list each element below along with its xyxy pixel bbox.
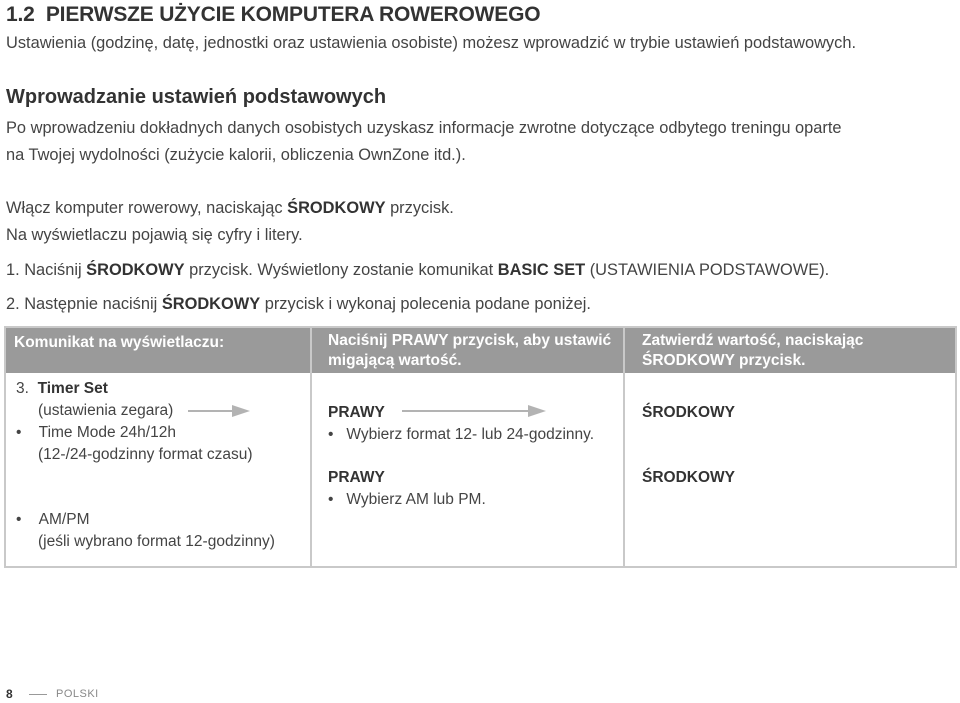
bullet: • (328, 426, 334, 443)
right-button-label-2 (328, 467, 385, 488)
section-title (6, 3, 540, 27)
time-mode-label: Time Mode 24h/12h (38, 424, 176, 441)
item-number: 3. (16, 380, 29, 397)
header-confirm-line1: Zatwierdź wartość, naciskając (642, 332, 864, 349)
subsection-title: Wprowadzanie ustawień podstawowych (6, 86, 387, 108)
middle-button-label-2 (642, 467, 735, 488)
step1-mid: przycisk. Wyświetlony zostanie komunikat (184, 261, 498, 279)
step1-pre: 1. Naciśnij (6, 261, 87, 279)
right-button-label-1 (328, 402, 385, 423)
middle-button-label-1 (642, 402, 735, 423)
col2-bullet-2 (328, 489, 486, 510)
bullet: • (16, 424, 22, 441)
am-pm-sub: (jeśli wybrano format 12-godzinny) (38, 533, 275, 550)
col2-bullet-1 (328, 424, 594, 445)
right-button-text-2: PRAWY (328, 469, 385, 486)
step1-post: (USTAWIENIA PODSTAWOWE). (585, 261, 830, 279)
time-mode-sub: (12-/24-godzinny format czasu) (38, 446, 253, 463)
section-intro: Ustawienia (godzinę, datę, jednostki oraz ustawienia osobiste) możesz wprowadzić w trybie ustawień podstawowych. (6, 34, 856, 52)
arrow-right-icon (402, 404, 548, 418)
bullet-time-mode (16, 422, 176, 443)
header-press-right (328, 331, 611, 371)
turn-on-post: przycisk. (385, 199, 454, 217)
arrow-right-icon (188, 404, 250, 418)
header-confirm (642, 331, 863, 371)
am-pm-label: AM/PM (38, 511, 90, 528)
bullet: • (16, 511, 22, 528)
step1-button-name: ŚRODKOWY (86, 261, 185, 279)
footer-divider (29, 694, 47, 695)
settings-table (4, 326, 957, 568)
column-separator-2 (623, 328, 625, 566)
step-1 (6, 261, 829, 280)
turn-on-instruction (6, 199, 454, 218)
item-subtitle: (ustawienia zegara) (38, 402, 174, 419)
header-press-right-line2: migającą wartość. (328, 352, 462, 369)
middle-button-text-2: ŚRODKOWY (642, 469, 735, 486)
step2-button-name: ŚRODKOWY (161, 295, 261, 313)
choose-am-pm-text: Wybierz AM lub PM. (346, 491, 486, 508)
subsection-paragraph-line2: na Twojej wydolności (zużycie kalorii, obliczenia OwnZone itd.). (6, 146, 466, 164)
display-instruction: Na wyświetlaczu pojawią się cyfry i litery. (6, 226, 303, 244)
item-title: Timer Set (37, 380, 108, 397)
middle-button-text-1: ŚRODKOWY (642, 404, 735, 421)
turn-on-button-name: ŚRODKOWY (287, 199, 386, 217)
header-display-message: Komunikat na wyświetlaczu: (14, 334, 225, 351)
choose-format-text: Wybierz format 12- lub 24-godzinny. (346, 426, 595, 443)
bullet-am-pm (16, 509, 89, 530)
right-button-text-1: PRAWY (328, 404, 385, 421)
section-title-text: PIERWSZE UŻYCIE KOMPUTERA ROWEROWEGO (45, 3, 541, 26)
section-number: 1.2 (6, 3, 35, 26)
column-separator-1 (310, 328, 312, 566)
bullet: • (328, 491, 334, 508)
step-2 (6, 295, 591, 314)
step2-post: przycisk i wykonaj polecenia podane poniżej. (260, 295, 591, 313)
subsection-paragraph-line1: Po wprowadzeniu dokładnych danych osobistych uzyskasz informacje zwrotne dotyczące odbytego treningu oparte (6, 119, 842, 137)
page-number: 8 (6, 687, 13, 701)
footer-language: POLSKI (56, 688, 99, 700)
timer-set-item (16, 378, 108, 399)
step1-message: BASIC SET (497, 261, 586, 279)
step2-pre: 2. Następnie naciśnij (6, 295, 162, 313)
turn-on-pre: Włącz komputer rowerowy, naciskając (6, 199, 288, 217)
header-confirm-line2: ŚRODKOWY przycisk. (642, 352, 806, 369)
header-press-right-line1: Naciśnij PRAWY przycisk, aby ustawić (328, 332, 612, 349)
